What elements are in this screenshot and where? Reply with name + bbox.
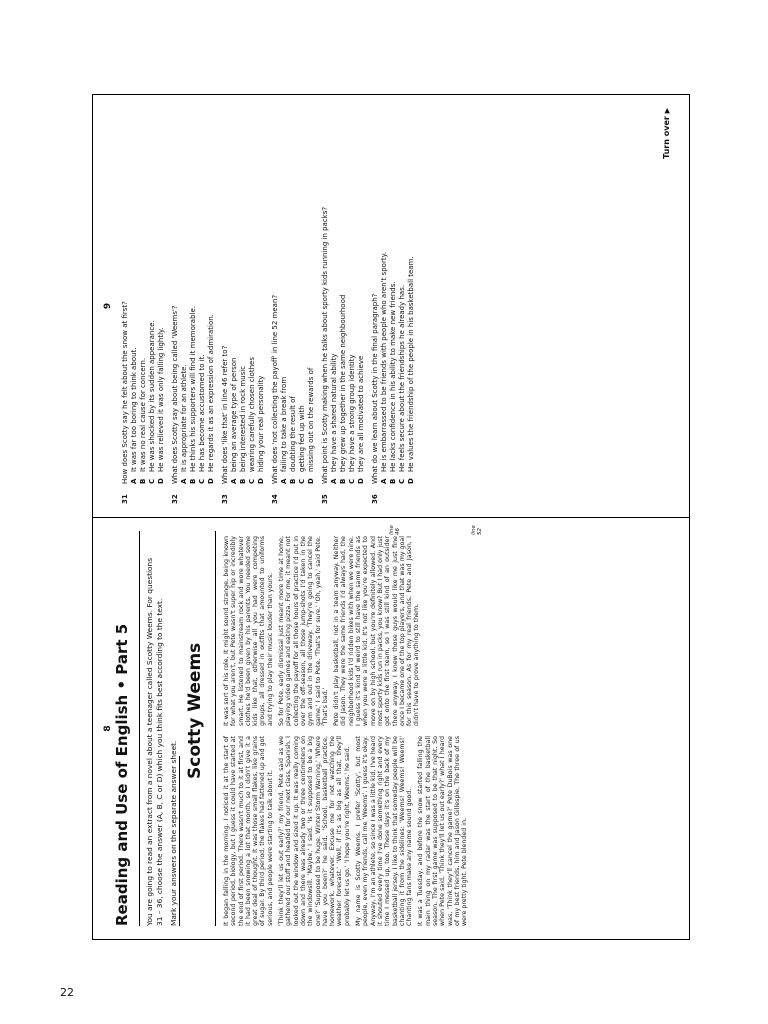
answer-option — [380, 94, 389, 504]
answer-option — [157, 94, 166, 504]
paragraph: 'Think they'll let us out early?' my friend, Pete said as we gathered our stuff and headed for our next class, Spanish. I looked out the window and sized it up. It was really coming down and there was already two or three centimeters on the windowsill. 'Maybe,' I said. 'Is it supposed to be a big one?' 'Supposed to be huge. Winter Storm Warning,' 'Where have you been?' he said. 'School, basketball practice, homework, whatever. Excuse me for not watching the weather forecast.' 'Well, if it's as big as all that, they'll probably let us go.' 'I hope you're right, Weems,' he said. — [278, 736, 351, 926]
question-text: What point is Scotty making when he talks about sporty kids running in packs? — [321, 206, 329, 484]
option-letter: A — [230, 478, 238, 484]
question-36 — [371, 94, 416, 504]
option-text: He has become accustomed to it. — [198, 354, 206, 472]
option-text: being interested in rock music — [239, 365, 247, 472]
answer-option — [398, 94, 407, 504]
option-letter: D — [307, 478, 315, 484]
option-letter: A — [180, 478, 188, 484]
exam-sheet — [92, 93, 690, 940]
story-title: Scotty Weems — [185, 642, 205, 779]
divider — [139, 531, 140, 926]
text-column-1 — [223, 736, 473, 926]
option-text: they grew up together in the same neighbourhood — [339, 294, 347, 472]
option-text: getting fed up with — [298, 405, 306, 472]
option-letter: C — [248, 478, 256, 484]
question-stem — [171, 94, 180, 504]
answer-option — [389, 94, 398, 504]
divider — [179, 756, 180, 926]
text-column-2 — [223, 536, 425, 726]
question-stem — [121, 94, 130, 504]
option-letter: B — [339, 478, 347, 484]
question-stem — [371, 94, 380, 504]
answer-option — [189, 94, 198, 504]
answer-option — [180, 94, 189, 504]
question-stem — [221, 94, 230, 504]
option-text: missing out on the rewards of — [307, 367, 315, 472]
option-text: He lacks confidence in his ability to make new friends. — [389, 281, 397, 472]
page-number: 22 — [60, 986, 74, 999]
instruction-line: You are going to read an extract from a novel about a teenager called Scotty Weems. For questions — [145, 557, 154, 926]
option-text: He was relieved it was only falling lightly. — [157, 327, 165, 472]
question-number: 34 — [271, 494, 279, 504]
answer-option — [330, 94, 339, 504]
section-title: Reading and Use of English • Part 5 — [113, 623, 131, 926]
question-text: What does 'not collecting the payoff' in line 52 mean? — [271, 294, 279, 484]
right-page — [92, 94, 690, 517]
answer-option — [339, 94, 348, 504]
question-33 — [221, 94, 266, 504]
option-text: It was no real cause for concern. — [139, 357, 147, 472]
option-letter: D — [357, 478, 365, 484]
option-text: It is appropriate for an athlete. — [180, 364, 188, 472]
option-text: failing to take a break from — [280, 376, 288, 472]
arrow-right-icon: ▶ — [663, 108, 671, 114]
option-text: He feels secure about the friendships he already has. — [398, 284, 406, 472]
option-letter: A — [380, 478, 388, 484]
line-number-note: line 46 — [389, 525, 401, 535]
paragraph: It was a Tuesday, and before the snow started falling the main thing on my radar was the start of the basketball season. The first game was supposed to be that night. So when Pete said, 'Think they'll let us out early?' what I heard was, 'Think they'll cancel the game?' Pete DuBois was one of my best friends, him and Jason Gillespie. The three of us were pretty tight. Pete blended in. — [417, 736, 469, 926]
question-text: What does Scotty say about being called 'Weems'? — [171, 305, 179, 484]
answer-option — [239, 94, 248, 504]
option-letter: A — [130, 478, 138, 484]
option-text: He values the friendship of the people in his basketball team. — [407, 256, 415, 472]
question-number: 35 — [321, 494, 329, 504]
turn-over-note — [662, 108, 671, 159]
question-number: 36 — [371, 494, 379, 504]
answer-option — [280, 94, 289, 504]
option-letter: D — [207, 478, 215, 484]
option-letter: D — [407, 478, 415, 484]
answer-option — [248, 94, 257, 504]
option-text: wearing carefully chosen clothes — [248, 357, 256, 472]
option-letter: C — [398, 478, 406, 484]
answer-option — [407, 94, 416, 504]
question-text: What does 'like that' in line 46 refer to? — [221, 345, 229, 484]
option-letter: B — [239, 478, 247, 484]
question-number: 33 — [221, 494, 229, 504]
question-stem — [271, 94, 280, 504]
answer-option — [289, 94, 298, 504]
option-text: being an average type of person — [230, 357, 238, 472]
paragraph: My name is Scotty Weems. I prefer 'Scotty', but most people, even my friends, call me 'Weems'. I guess it's okay. Anyway, I'm an athlete, so since I was a little kid, I've heard it shouted every time I've done something right and every time I messed up, too. These days it's on the back of my basketball jersey. I like to think that someday people will be chanting it from the sidelines: 'Weems! Weems! Weems!' Chanting fans make any name sound good. — [355, 736, 414, 926]
question-stem — [321, 94, 330, 504]
paragraph: So for Pete, early dismissal just meant more time at home, playing video games and eating pizza. For me, it meant not collecting the payoff for all those hours of practice I'd put in over the off-season, all those jump-shots I'd taken in the gym and out in the driveway. 'They're going to cancel the game,' I said to Pete. 'That's for sure.' 'Oh, yeah,' said Pete. 'That's bad.' — [278, 536, 329, 726]
answer-option — [298, 94, 307, 504]
question-text: What do we learn about Scotty in the final paragraph? — [371, 293, 379, 484]
option-letter: C — [348, 478, 356, 484]
option-text: they have a strong group identity — [348, 354, 356, 472]
answer-option — [307, 94, 316, 504]
turn-over-label: Turn over — [662, 116, 671, 159]
paragraph: It began falling in the morning. I noticed it at the start of second period, biology, but I guess it could have started at the end of first period. There wasn't much to it at first, and it had been snowing a lot that month, so I didn't give it a great deal of thought. It was those small flakes, like grains of sugar. By third period, the flakes had fattened up and got serious, and people were starting to talk about it. — [223, 736, 274, 926]
option-text: they have a shared natural ability — [330, 353, 338, 472]
answer-option — [257, 94, 266, 504]
answer-option — [148, 94, 157, 504]
option-text: He was shocked by its sudden appearance. — [148, 320, 156, 472]
question-text: How does Scotty say he felt about the snow at first? — [121, 301, 129, 484]
answer-option — [139, 94, 148, 504]
option-letter: A — [330, 478, 338, 484]
answer-option — [130, 94, 139, 504]
questions — [121, 94, 421, 504]
question-31 — [121, 94, 166, 504]
option-letter: B — [389, 478, 397, 484]
option-text: It was far too boring to think about. — [130, 347, 138, 472]
answer-option — [207, 94, 216, 504]
option-text: they are all motivated to achieve — [357, 355, 365, 472]
option-letter: C — [148, 478, 156, 484]
option-letter: B — [189, 478, 197, 484]
paragraph: It was sort of his role. It might sound strange, being known for what you aren't, but Pete wasn't super hip or incredibly smart. He listened to mainstream rock and wore whatever clothes he'd been given by his parents. You needed some kids like that, otherwise all you had were competing groups, all dressed in outfits that amounted to uniforms and trying to play their music louder than yours. — [223, 536, 274, 726]
option-text: doubting the result of — [289, 396, 297, 472]
instruction-line: 31 – 36, choose the answer (A, B, C or D) which you think fits best according to the text. — [155, 598, 164, 926]
option-text: He thinks his supporters will find it memorable. — [189, 306, 197, 472]
option-letter: C — [298, 478, 306, 484]
left-page-number: 8 — [103, 725, 113, 732]
divider — [215, 531, 216, 926]
option-letter: C — [198, 478, 206, 484]
option-letter: A — [280, 478, 288, 484]
question-number: 32 — [171, 494, 179, 504]
left-page — [92, 517, 690, 940]
line-number-note: line 52 — [471, 525, 483, 535]
question-number: 31 — [121, 494, 129, 504]
answer-option — [230, 94, 239, 504]
option-letter: D — [157, 478, 165, 484]
option-text: He is embarrassed to be friends with people who aren't sporty. — [380, 252, 388, 472]
mark-instruction: Mark your answers on the separate answer sheet. — [169, 740, 178, 926]
option-text: He regards it as an expression of admiration. — [207, 314, 215, 472]
option-letter: D — [257, 478, 265, 484]
answer-option — [198, 94, 207, 504]
answer-option — [357, 94, 366, 504]
answer-option — [348, 94, 357, 504]
question-34 — [271, 94, 316, 504]
instructions — [145, 531, 179, 926]
question-32 — [171, 94, 216, 504]
question-35 — [321, 94, 366, 504]
right-page-number: 9 — [103, 302, 113, 310]
option-letter: B — [139, 478, 147, 484]
option-letter: B — [289, 478, 297, 484]
paragraph: Pete didn't play basketball, not in a team anyway. Neither did Jason. They were the same friends I'd always had, the neighborhood kids I'd ridden bikes with when we were nine. I guess it's kind of weird to still have the same friends as when you were a little kid. It's not like you're expected to move on by high school, but you're definitely allowed. And most sporty kids run in packs, you know? But I had only just got onto the first team, so I was still kind of an outsider there anyway. I knew those guys would like me just fine once I became one of the top players, and that was my goal for this season. As for my real friends, Pete and Jason, I didn't have to prove anything to them. — [333, 535, 421, 726]
option-text: hiding your real personality — [257, 375, 265, 472]
